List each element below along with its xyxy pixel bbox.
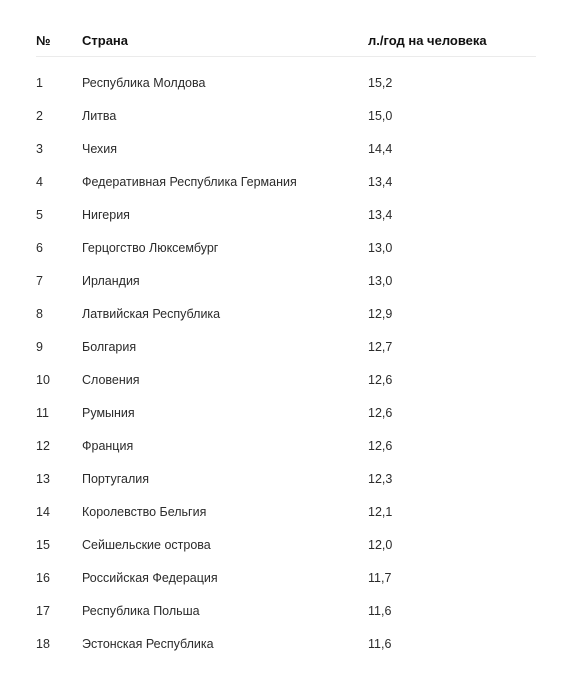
- row-country: Болгария: [82, 339, 137, 354]
- table-row: [36, 198, 536, 231]
- header-value: л./год на человека: [368, 32, 487, 48]
- table-row: [36, 528, 536, 561]
- table-row: [36, 297, 536, 330]
- row-country: Нигерия: [82, 207, 130, 222]
- row-country: Ирландия: [82, 273, 140, 288]
- row-country: Румыния: [82, 405, 135, 420]
- row-number: 13: [36, 471, 50, 486]
- row-country: Российская Федерация: [82, 570, 218, 585]
- table-header: [36, 24, 536, 57]
- table-row: [36, 462, 536, 495]
- row-value: 12,6: [368, 438, 393, 453]
- table-row: [36, 99, 536, 132]
- table-row: [36, 165, 536, 198]
- row-number: 17: [36, 603, 50, 618]
- row-country: Латвийская Республика: [82, 306, 221, 321]
- row-value: 13,0: [368, 240, 393, 255]
- table-row: [36, 66, 536, 99]
- row-number: 7: [36, 273, 43, 288]
- row-value: 12,1: [368, 504, 393, 519]
- row-value: 12,3: [368, 471, 393, 486]
- row-country: Федеративная Республика Германия: [82, 174, 297, 189]
- row-value: 12,9: [368, 306, 393, 321]
- table-row: [36, 594, 536, 627]
- row-value: 11,7: [368, 570, 392, 585]
- row-value: 12,0: [368, 537, 393, 552]
- table-row: [36, 330, 536, 363]
- row-country: Эстонская Республика: [82, 636, 214, 651]
- row-number: 9: [36, 339, 43, 354]
- table-row: [36, 396, 536, 429]
- row-number: 2: [36, 108, 43, 123]
- row-number: 18: [36, 636, 50, 651]
- table-row: [36, 363, 536, 396]
- row-number: 8: [36, 306, 43, 321]
- row-country: Португалия: [82, 471, 150, 486]
- row-value: 11,6: [368, 636, 392, 651]
- row-country: Королевство Бельгия: [82, 504, 207, 519]
- row-value: 13,0: [368, 273, 393, 288]
- row-country: Сейшельские острова: [82, 537, 211, 552]
- table-row: [36, 495, 536, 528]
- row-country: Чехия: [82, 141, 118, 156]
- row-value: 13,4: [368, 174, 393, 189]
- row-country: Словения: [82, 372, 140, 387]
- row-value: 14,4: [368, 141, 393, 156]
- row-number: 6: [36, 240, 43, 255]
- row-number: 16: [36, 570, 50, 585]
- row-country: Республика Польша: [82, 603, 200, 618]
- table-row: [36, 627, 536, 660]
- row-number: 10: [36, 372, 50, 387]
- row-number: 14: [36, 504, 50, 519]
- row-country: Республика Молдова: [82, 75, 206, 90]
- table-row: [36, 231, 536, 264]
- table-body: [36, 66, 536, 660]
- row-country: Франция: [82, 438, 134, 453]
- row-number: 15: [36, 537, 50, 552]
- row-number: 1: [36, 75, 43, 90]
- row-value: 11,6: [368, 603, 392, 618]
- row-value: 15,0: [368, 108, 393, 123]
- row-value: 12,6: [368, 372, 393, 387]
- row-value: 13,4: [368, 207, 393, 222]
- header-number: №: [36, 32, 51, 48]
- row-number: 4: [36, 174, 43, 189]
- row-number: 5: [36, 207, 43, 222]
- table-row: [36, 561, 536, 594]
- row-number: 12: [36, 438, 50, 453]
- row-value: 12,6: [368, 405, 393, 420]
- row-number: 11: [36, 405, 49, 420]
- row-country: Герцогство Люксембург: [82, 240, 219, 255]
- table-row: [36, 264, 536, 297]
- header-country: Страна: [82, 32, 129, 48]
- alcohol-consumption-table: [36, 24, 536, 660]
- table-row: [36, 429, 536, 462]
- table-row: [36, 132, 536, 165]
- row-value: 15,2: [368, 75, 393, 90]
- row-value: 12,7: [368, 339, 393, 354]
- row-number: 3: [36, 141, 43, 156]
- row-country: Литва: [82, 108, 117, 123]
